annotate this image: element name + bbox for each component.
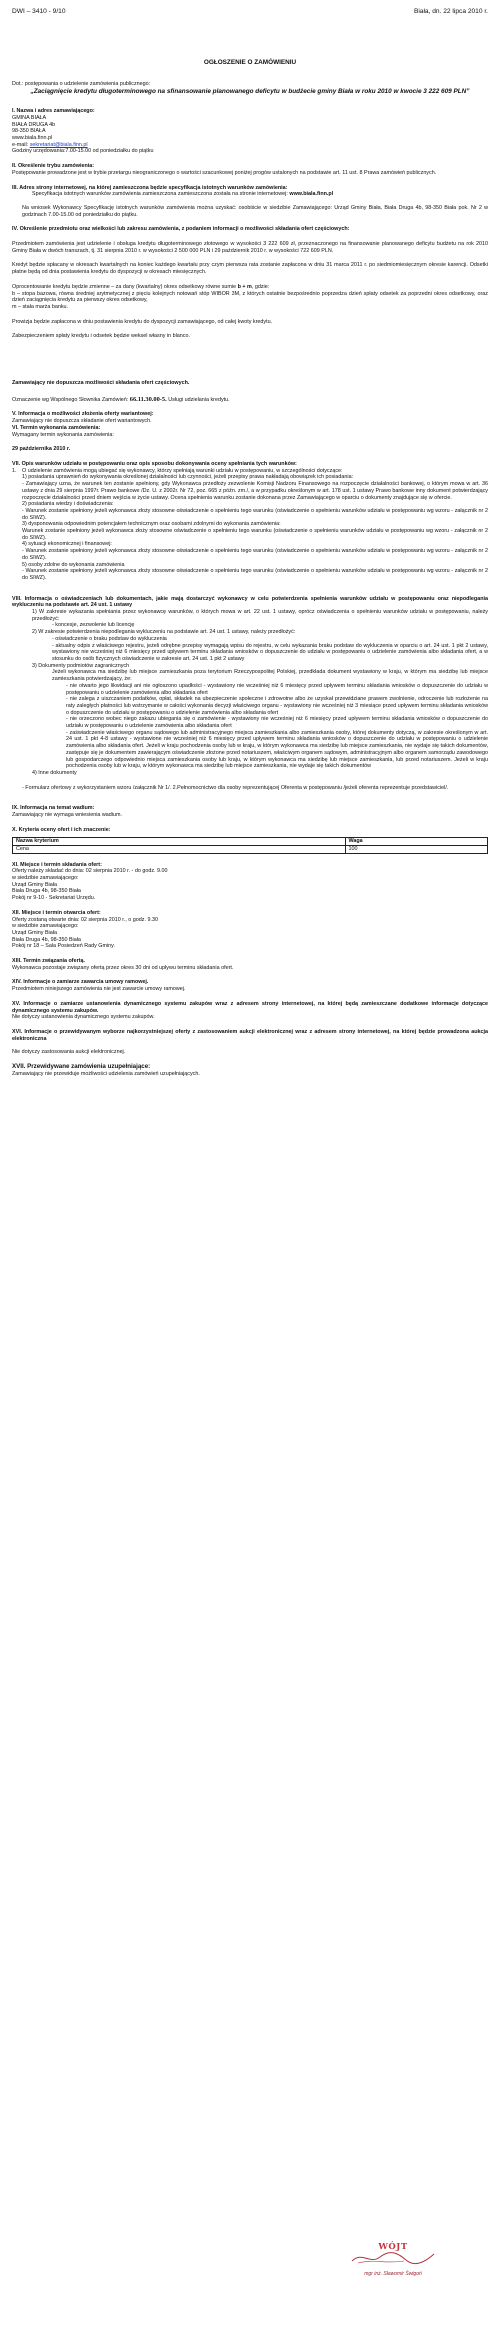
item-text: O udzielenie zamówienia mogą ubiegać się wykonawcy, którzy spełniają warunki udziału w postępowaniu, w szczególności dotyczące: [22, 467, 343, 474]
section-4-heading: IV. Określenie przedmiotu oraz wielkości lub zakresu zamówienia, z podaniem informacji o możliwości składania ofert częściowych: [12, 226, 350, 233]
criterion-weight: 100 [345, 846, 488, 854]
interest-formula: b + m [237, 283, 252, 290]
section-3 [12, 185, 488, 219]
section-7 [12, 461, 488, 582]
section-1 [12, 108, 488, 155]
opening-line: Biała Druga 4b, 98-350 Biała [12, 936, 81, 943]
doc-subitem: - oświadczenie o braku podstaw do wykluczenia [52, 635, 167, 642]
doc-item-3: 3) Dokumenty podmiotów zagranicznych [32, 662, 130, 669]
doc-item-2: 2) W zakresie potwierdzenia niepodlegania wykluczeniu na podstawie art. 24 ust. 1 ustawy, należy przedłożyć: [32, 629, 296, 636]
document-title: OGŁOSZENIE O ZAMÓWIENIU [203, 59, 297, 66]
section-6 [12, 425, 488, 438]
section-14-text: Przedmiotem niniejszego zamówienia nie jest zawarcie umowy ramowej. [12, 986, 186, 993]
section-16-text: Nie dotyczy zastosowania aukcji elektronicznej. [12, 1049, 126, 1056]
opening-line: Pokój nr 18 – Sala Posiedzeń Rady Gminy. [12, 943, 115, 950]
section-10-heading: X. Kryteria oceny ofert i ich znaczenie: [12, 826, 111, 833]
section-5-heading: V. Informacja o możliwości złożenia oferty wariantowej: [12, 411, 154, 418]
submission-line: w siedzibie zamawiającego: [12, 875, 79, 882]
cpv-label: Oznaczenie wg Wspólnego Słownika Zamówień: [12, 396, 130, 403]
doc-item-1: 1) W zakresie wykazania spełniania przez wykonawcę warunków, o których mowa w art. 22 ust. 1 ustawy, oprócz oświadczenia o spełnieniu warunków udziału w postępowaniu, należy przedłożyć: [32, 609, 488, 622]
section-15 [12, 1001, 488, 1021]
section-4-para-7: Zabezpieczeniem spłaty kredytu i odsetek będzie weksel własny in blanco. [12, 333, 190, 340]
section-12-heading: XII. Miejsce i termin otwarcia ofert: [12, 909, 101, 916]
section-2 [12, 163, 488, 176]
section-15-heading: XV. Informacje o zamiarze ustanowienia dynamicznego systemu zakupów wraz z adresem strony internetowej, na której będą zamieszczane dodatkowe informacje dotyczące dynamicznego systemu zakupów. [12, 1000, 488, 1014]
section-17-heading: XVII. Przewidywane zamówienia uzupełniające: [12, 1063, 151, 1071]
email-link[interactable]: sekretariat@biala.finn.pl [29, 141, 88, 148]
submission-line: Oferty należy składać do dnia: 02 sierpnia 2010 r. - do godz. 9.00 [12, 868, 168, 875]
criterion-name-header: Nazwa kryterium [13, 838, 346, 846]
section-9 [12, 805, 488, 818]
submission-line: Urząd Gminy Biała [12, 881, 57, 888]
condition-line: 1) posiadania uprawnień do wykonywania określonej działalności lub czynności, jeżeli przepisy prawa nakładają obowiązek ich posiadania: [22, 474, 354, 481]
section-6-heading: VI. Termin wykonania zamówienia: [12, 424, 101, 431]
section-8 [12, 596, 488, 792]
section-12 [12, 910, 488, 950]
interest-text: Oprocentowanie kredytu będzie zmienne – za dany (kwartalny) okres odsetkowy równe sumie [12, 283, 238, 290]
section-7-item-1 [12, 468, 488, 475]
section-4-para-4: b – stopa bazowa, równa średniej arytmetycznej z pięciu kolejnych notowań stóp WIBOR 3M, z których ostatnie bezpośrednio poprzedza dzień spłaty odsetek za poprzedni okres odsetkowy, oraz dzień zaciągnięcia kredytu za pierwszy okres odsetkowy, [12, 290, 488, 304]
section-11-heading: XI. Miejsce i termin składania ofert: [12, 861, 102, 868]
section-11 [12, 862, 488, 902]
cpv-line [12, 397, 488, 404]
reference-number: DWI – 3410 - 9/10 [12, 8, 66, 15]
signature-block [338, 2244, 448, 2277]
section-4-para-1: Przedmiotem zamówienia jest udzielenie i obsługa kredytu długoterminowego złotowego w wysokości 3 222 609 zł, przeznaczonego na finansowanie planowanego deficytu budżetu na rok 2010 Gminy Biała w dwóch transzach, tj. 31 sierpnia 2010 r. w wysokości 2 500 000 PLN i 29 październik 2010 r. w wysokości 722 609 PLN. [12, 241, 488, 254]
section-2-heading: II. Określenie trybu zamówienia: [12, 163, 95, 170]
opening-line: Oferty zostaną otwarte dnia: 02 sierpnia 2010 r., o godz. 9.30 [12, 916, 158, 923]
spec-website-link[interactable]: www.biala.finn.pl [289, 191, 334, 198]
wojt-stamp: WÓJT [378, 2242, 408, 2252]
office-hours: Godziny urzędowania:7.00-15.00 od poniedziałku do piątku [12, 148, 154, 155]
doc-subitem: - aktualny odpis z właściwego rejestru, jeżeli odrębne przepisy wymagają wpisu do rejestru, w celu wykazania braku podstaw do wykluczenia w oparciu o art. 24 ust. 1 pkt 2 ustawy, wystawiony nie wcześniej niż 6 miesięcy przed upływem terminu składania wniosków o dopuszczenie do udziału w postępowaniu o udzielenie zamówienia albo składania ofert, a w stosunku do osób fizycznych oświadczenie w zakresie art. 24 ust. 1 pkt 2 ustawy [52, 642, 488, 662]
item-number: 1. [12, 467, 17, 474]
doc-subitem: - nie zalega z uiszczaniem podatków, opłat, składek na ubezpieczenie społeczne i zdrowotne albo że uzyskał przewidziane prawem zwolnienie, odroczenie lub rozłożenie na raty zaległych płatności lub wstrzymanie w całości wykonania decyzji właściwego organu - wystawiony nie wcześniej niż 3 miesiące przed upływem terminu składania wniosków o dopuszczenie do udziału w postępowaniu o udzielenie zamówienia albo składania ofert [66, 696, 488, 716]
address-line: 98-350 BIAŁA [12, 128, 46, 135]
section-4-para-2: Kredyt będzie spłacany w okresach kwartalnych na koniec każdego kwartału przy czym pierwsza rata zostanie zapłacona w dniu 31 marca 2011 r. po siedmiomiesięcznym okresie karencji. Odsetki płatne będą od dnia postawienia kredytu do dyspozycji w okresach miesięcznych. [12, 262, 488, 276]
interest-text-end: , gdzie: [251, 283, 270, 290]
opening-line: Urząd Gminy Biała [12, 929, 57, 936]
table-header-row [13, 838, 488, 846]
section-7-heading: VII. Opis warunków udziału w postępowaniu oraz opis sposobu dokonywania oceny spełniania tych warunków: [12, 461, 297, 467]
completion-deadline: 29 października 2010 r. [12, 446, 71, 453]
section-9-text: Zamawiający nie wymaga wniesienia wadium. [12, 812, 122, 819]
section-14-heading: XIV. Informacje o zamiarze zawarcia umowy ramowej. [12, 979, 149, 986]
cpv-code: 66.11.30.00-5. [129, 395, 167, 403]
section-16 [12, 1029, 488, 1056]
section-16-heading: XVI. Informacje o przewidywanym wyborze najkorzystniejszej oferty z zastosowaniem aukcji elektronicznej wraz z adresem strony internetowej, na której będzie prowadzona aukcja elektroniczna [12, 1029, 488, 1042]
signature-scribble-icon [348, 2251, 438, 2265]
criterion-name: Cena [13, 846, 346, 854]
section-13-text: Wykonawca pozostaje związany ofertą przez okres 30 dni od upływu terminu składania ofert. [12, 964, 234, 971]
section-17 [12, 1064, 488, 1077]
section-10 [12, 827, 488, 854]
place-date: Biała, dn. 22 lipca 2010 r. [413, 8, 488, 15]
doc-subitem: Jeżeli wykonawca ma siedzibę lub miejsce zamieszkania poza terytorium Rzeczypospolitej Polskiej, przedkłada dokument wystawiony w kraju, w którym ma siedzibę lub miejsce zamieszkania potwierdzający, że: [52, 669, 488, 683]
section-14 [12, 979, 488, 992]
doc-item-4: 4) Inne dokumenty [32, 769, 77, 776]
condition-line: - Zamawiający uzna, że warunek ten zostanie spełniony, gdy Wykonawca przedłoży zezwolenie Komisji Nadzoru Finansowego na rozpoczęcie działalności bankowej, o którym mowa w art. 36 ustawy z dnia 29 sierpnia 1997r. Prawo bankowe /Dz. U. z 2002r. Nr 72, poz. 665 z późn. zm./, a w przypadku określonym w art. 178 ust. 1 ustawy Prawo bankowe inny dokument potwierdzający rozpoczęcie działalności przed dniem wejścia w życie ustawy. Ocena spełnienia warunku zostanie dokonana przez Zamawiającego w oparciu o dokumenty znajdujące się w ofercie. [22, 481, 488, 501]
opening-line: w siedzibie zamawiającego: [12, 923, 79, 930]
condition-line: 5) osoby zdolne do wykonania zamówienia [22, 561, 125, 568]
address-line: BIAŁA DRUGA 4b [12, 121, 56, 128]
section-3-text-1 [12, 191, 488, 198]
section-5-text: Zamawiający nie dopuszcza składanie ofert wariantowych. [12, 418, 152, 425]
submission-line: Pokój nr 9-10 - Sekretariat Urzędu. [12, 895, 96, 902]
section-2-text: Postępowanie prowadzone jest w trybie przetargu nieograniczonego o wartości szacunkowej poniżej progów ustalonych na podstawie art. 11 ust. 8 Prawa zamówień publicznych. [12, 169, 437, 176]
table-row [13, 846, 488, 854]
no-partial-offers: Zamawiający nie dopuszcza możliwości składania ofert częściowych. [12, 380, 190, 387]
section-3-text-2: Na wniosek Wykonawcy Specyfikację istotnych warunków zamówienia można uzyskać: osobiście w siedzibie Zamawiającego: Urząd Gminy Biała, Biała Druga 4b, 98-350 Biała pok. Nr 2 w godzinach 7.00-15.00 od poniedziałku do piątku. [22, 204, 488, 218]
doc-subitem: - koncesje, zezwolenie lub licencję [52, 622, 135, 629]
signatory-name: mgr inż. Sławomir Świgoń [364, 2270, 422, 2277]
section-4-para-3 [12, 284, 488, 291]
criteria-table [12, 837, 488, 853]
section-5 [12, 411, 488, 424]
document-header [12, 8, 488, 16]
section-13-heading: XIII. Termin związania ofertą. [12, 958, 85, 965]
submission-line: Biała Druga 4b, 98-350 Biała [12, 888, 81, 895]
section-13 [12, 958, 488, 971]
website-line: www.biala.finn.pl [12, 135, 53, 142]
condition-line: - Warunek zostanie spełniony jeżeli wykonawca złoży stosowne oświadczenie o spełnieniu tego warunku (oświadczenie o spełnieniu warunków udziału w postępowaniu wg wzoru - załącznik nr 2 do SIWZ). [22, 507, 488, 521]
section-8-heading: VIII. Informacja o oświadczeniach lub dokumentach, jakie mają dostarczyć wykonawcy w celu potwierdzenia spełnienia warunków udziału w postępowaniu oraz niepodlegania wykluczeniu na podstawie art. 24 ust. 1 ustawy [12, 595, 488, 609]
condition-line: - Warunek zostanie spełniony jeżeli wykonawca złoży stosowne oświadczenie o spełnieniu tego warunku (oświadczenie o spełnieniu warunków udziału w postępowaniu wg wzoru - załącznik nr 2 do SIWZ). [22, 568, 488, 581]
doc-subitem: - Formularz ofertowy z wykorzystaniem wzoru /załącznik Nr 1/. 2.Pełnomocnictwo dla osoby reprezentującej Oferenta w postępowaniu /jeżeli oferenta reprezentuje przedstawiciel/. [22, 784, 449, 791]
address-line: GMINA BIAŁA [12, 114, 47, 121]
section-17-text: Zamawiający nie przewiduje możliwości udzielenia zamówień uzupełniających. [12, 1070, 200, 1077]
section-4 [12, 226, 488, 340]
criterion-weight-header: Waga [345, 838, 488, 846]
condition-line: Warunek zostanie spełniony jeżeli wykonawca złoży stosowne oświadczenie o spełnieniu tego warunku (oświadczenie o spełnieniu warunków udziału w postępowaniu wg wzoru - załącznik nr 2 do SIWZ). [22, 528, 488, 541]
section-3-heading: III. Adres strony internetowej, na której zamieszczona będzie specyfikacja istotnych warunków zamówienia: [12, 184, 288, 191]
section-4-para-6: Prowizja będzie zapłacona w dniu postawienia kredytu do dyspozycji zamawiającego, od całej kwoty kredytu. [12, 318, 273, 325]
section-3-text-1-start: Specyfikacja istotnych warunków zamówienia zamieszczona zamieszczona została na stronie internetowej: [32, 191, 290, 198]
section-9-heading: IX. Informacja na temat wadium: [12, 805, 95, 812]
doc-subitem: - nie otwarto jego likwidacji ani nie ogłoszono upadłości - wystawiony nie wcześniej niż 6 miesięcy przed upływem terminu składania wniosków o dopuszczenie do udziału w postępowaniu o udzielenie zamówienia albo składania ofert [66, 682, 488, 696]
doc-subitem: - nie orzeczono wobec niego zakazu ubiegania się o zamówienie - wystawiony nie wcześniej niż 6 miesięcy przed upływem terminu składania wniosków o dopuszczenie do udziału w postępowaniu o udzielenie zamówienia albo składania ofert [66, 716, 488, 730]
cpv-desc: Usługi udzielania kredytu. [166, 396, 230, 403]
subject-title: „Zaciągnięcie kredytu długoterminowego na sfinansowanie planowanego deficytu w budżecie gminy Biała w roku 2010 w kwocie 3 222 609 PLN” [30, 88, 470, 96]
email-line [12, 142, 488, 149]
condition-line: - Warunek zostanie spełniony jeżeli wykonawca złoży stosowne oświadczenie o spełnieniu tego warunku (oświadczenie o spełnieniu warunków udziału w postępowaniu wg wzoru - załącznik nr 2 do SIWZ). [22, 548, 488, 561]
section-15-text: Nie dotyczy ustanowienia dynamicznego systemu zakupów. [12, 1014, 155, 1021]
condition-line: 2) posiadania wiedzy i doświadczenia: [22, 501, 114, 508]
section-4-para-5: m – stała marża banku. [12, 303, 69, 310]
section-1-heading: I. Nazwa i adres zamawiającego: [12, 108, 95, 115]
section-6-text: Wymagany termin wykonania zamówienia: [12, 431, 114, 438]
condition-line: 4) sytuacji ekonomicznej i finansowej: [22, 541, 112, 548]
subject-intro: Dot.: postępowania o udzielenie zamówienia publicznego: [12, 80, 151, 87]
email-label: e-mail: [12, 141, 30, 148]
doc-subitem: - zaświadczenie właściwego organu sądowego lub administracyjnego miejsca zamieszkania albo zamieszkania osoby, której dokumenty dotyczą, w zakresie określonym w art. 24 ust. 1 pkt 4-8 ustawy - wystawione nie wcześniej niż 6 miesięcy przed upływem terminu składania wniosków o dopuszczenie do udziału w postępowaniu o udzielenie zamówienia albo składania ofert. Jeżeli w kraju pochodzenia osoby lub w kraju, w którym wykonawca ma siedzibę lub miejsce zamieszkania, nie wydaje się takich dokumentów, zastępuje się je dokumentem zawierającym oświadczenie złożone przed notariuszem, właściwym organem sądowym, administracyjnym albo organem samorządu zawodowego lub gospodarczego odpowiednio miejsca zamieszkania osoby lub kraju, w którym wykonawca ma siedzibę lub miejsce zamieszkania, lub przed notariuszem. Jeżeli w kraju pochodzenia osoby lub w kraju, w którym wykonawca ma siedzibę lub miejsce zamieszkania, nie wydaje się takich dokumentów [66, 729, 488, 770]
condition-line: 3) dysponowania odpowiednim potencjałem technicznym oraz osobami zdolnymi do wykonania zamówienia: [22, 521, 281, 528]
